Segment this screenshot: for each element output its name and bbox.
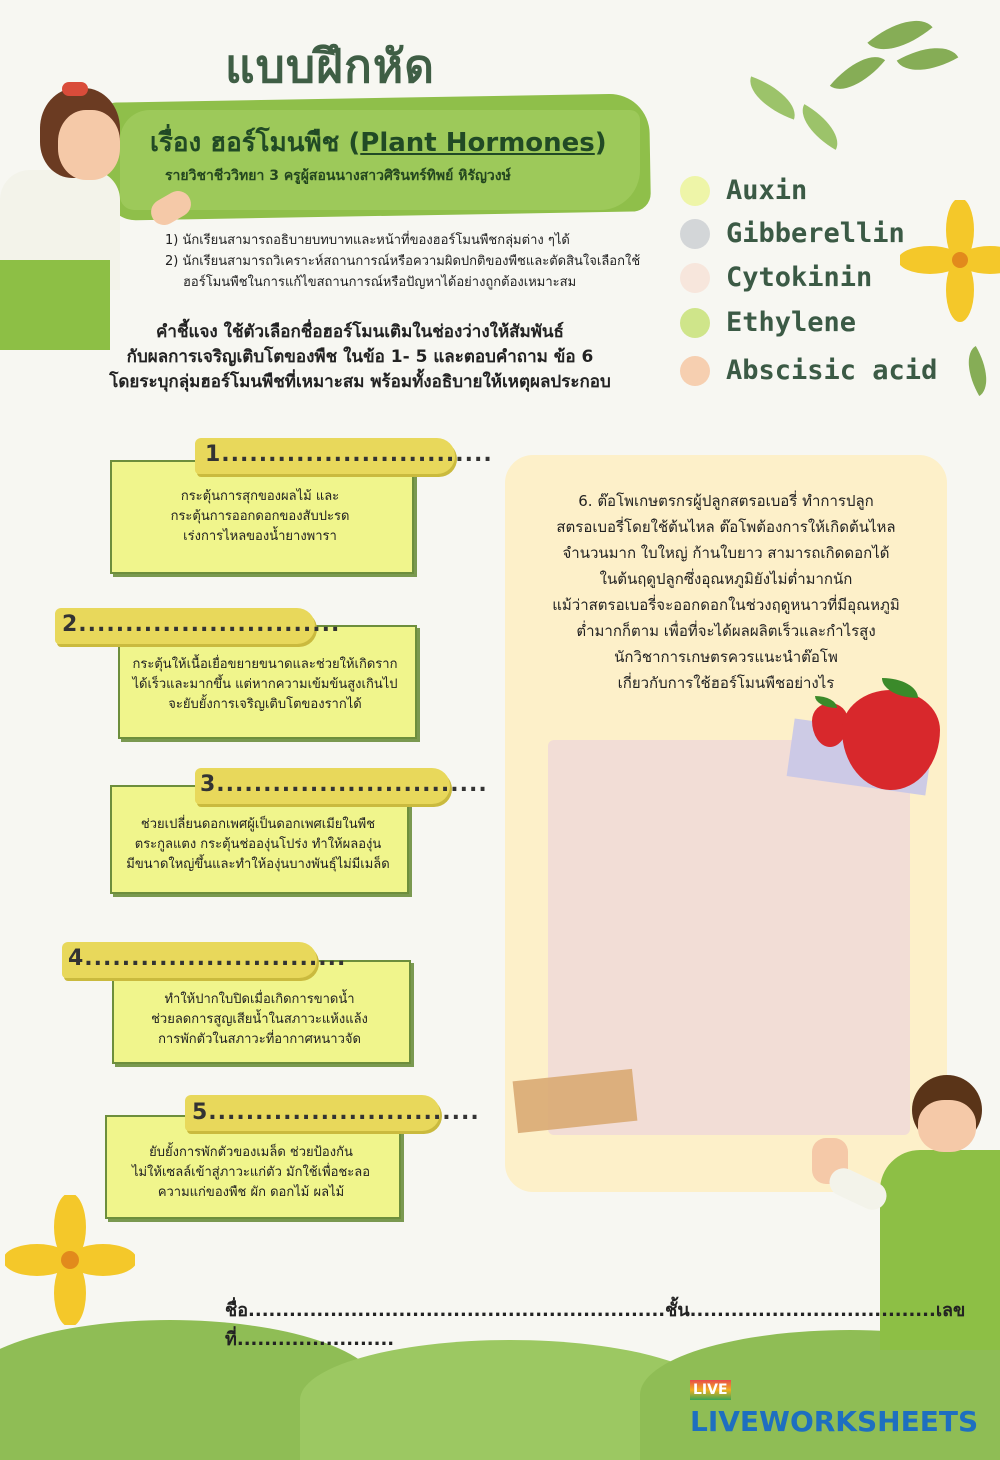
question-line: จำนวนมาก ใบใหญ่ ก้านใบยาว สามารถเกิดดอกได้ (562, 544, 890, 562)
objectives (165, 230, 640, 293)
page-title: แบบฝึกหัด (225, 39, 436, 93)
legend-label: Gibberellin (726, 218, 905, 249)
question-line: แม้ว่าสตรอเบอรี่จะออกดอกในช่วงฤดูหนาวที่มีอุณหภูมิ (552, 596, 900, 614)
legend-item-auxin (680, 175, 807, 206)
question-line: ทำให้ปากใบปิดเมื่อเกิดการขาดน้ำ (164, 992, 355, 1007)
question-line: ช่วยเปลี่ยนดอกเพศผู้เป็นดอกเพศเมียในพืช (140, 817, 376, 832)
question-4-text (112, 990, 407, 1050)
leaf-decoration (792, 104, 847, 150)
subtitle-suffix: ) (594, 128, 607, 158)
question-5-answer-blank[interactable]: 5............................. (192, 1100, 480, 1125)
legend-dot (680, 219, 710, 249)
question-1-answer-blank[interactable]: 1............................. (205, 442, 493, 467)
question-6-text (520, 488, 932, 696)
question-line: ไม่ให้เซลล์เข้าสู่ภาวะแก่ตัว มักใช้เพื่อชะลอ (131, 1165, 371, 1180)
legend-item-abscisic-acid (680, 355, 937, 386)
question-line: สตรอเบอรี่โดยใช้ต้นไหล ต๊อโพต้องการให้เกิดต้นไหล (556, 518, 896, 536)
name-class-number-row[interactable]: ชื่อ.............................................................ชั้น....................................เลขที่....................... (225, 1300, 966, 1350)
question-line: เกี่ยวกับการใช้ฮอร์โมนพืชอย่างไร (617, 674, 835, 692)
legend-label: Ethylene (726, 307, 857, 338)
liveworksheets-logo (690, 1372, 1000, 1438)
teacher-line: รายวิชาชีววิทยา 3 ครูผู้สอนนางสาวศิรินทร์ทิพย์ หิรัญวงษ์ (165, 168, 511, 184)
legend-item-ethylene (680, 307, 856, 338)
legend-dot (680, 176, 710, 206)
question-3-text (112, 815, 404, 875)
question-1-text (120, 487, 400, 547)
subtitle-prefix: เรื่อง ฮอร์โมนพืช ( (150, 128, 361, 158)
question-line: ช่วยลดการสูญเสียน้ำในสภาวะแห้งแล้ง (151, 1012, 368, 1027)
question-line: จะยับยั้งการเจริญเติบโตของรากได้ (168, 697, 362, 712)
subtitle (150, 122, 607, 163)
instruction-line: กับผลการเจริญเติบโตของพืช ในข้อ 1- 5 และตอบคำถาม ข้อ 6 (126, 347, 594, 367)
objective-2-cont: ฮอร์โมนพืชในการแก้ไขสถานการณ์หรือปัญหาได้อย่างถูกต้องเหมาะสม (183, 275, 577, 290)
legend-label: Cytokinin (726, 262, 873, 293)
question-line: ความแก่ของพืช ผัก ดอกไม้ ผลไม้ (157, 1185, 345, 1200)
subtitle-english: Plant Hormones (360, 128, 595, 158)
liveworksheets-badge: LIVE (690, 1380, 731, 1400)
question-line: กระตุ้นการออกดอกของสับปะรด (170, 509, 350, 524)
legend-label: Abscisic acid (726, 355, 938, 386)
question-line: ต่ำมากก็ตาม เพื่อที่จะได้ผลผลิตเร็วและกำไรสูง (576, 622, 876, 640)
leaf-decoration (742, 76, 803, 119)
legend-dot (680, 263, 710, 293)
legend-label: Auxin (726, 175, 808, 206)
legend-dot (680, 308, 710, 338)
question-line: มีขนาดใหญ่ขึ้นและทำให้องุ่นบางพันธุ์ไม่มีเมล็ด (126, 857, 390, 872)
girl-face (58, 110, 120, 180)
legend-item-gibberellin (680, 218, 905, 249)
instruction-line: คำชี้แจง ใช้ตัวเลือกชื่อฮอร์โมนเติมในช่องว่างให้สัมพันธ์ (156, 322, 564, 342)
question-line: กระตุ้นให้เนื้อเยื่อขยายขนาดและช่วยให้เกิดราก (132, 657, 398, 672)
objective-2: 2) นักเรียนสามารถวิเคราะห์สถานการณ์หรือความผิดปกติของพืชและตัดสินใจเลือกใช้ (165, 254, 641, 269)
question-2-answer-blank[interactable]: 2............................ (62, 612, 341, 637)
instruction-line: โดยระบุกลุ่มฮอร์โมนพืชที่เหมาะสม พร้อมทั้งอธิบายให้เหตุผลประกอบ (109, 372, 611, 392)
question-2-text (120, 655, 410, 715)
objective-1: 1) นักเรียนสามารถอธิบายบทบาทและหน้าที่ของฮอร์โมนพืชกลุ่มต่าง ๆได้ (165, 233, 570, 248)
question-line: นักวิชาการเกษตรควรแนะนำต๊อโพ (614, 648, 838, 666)
question-line: การพักตัวในสภาวะที่อากาศหนาวจัด (158, 1032, 361, 1047)
question-line: 6. ต๊อโพเกษตรกรผู้ปลูกสตรอเบอรี่ ทำการปลูก (578, 492, 874, 510)
question-line: กระตุ้นการสุกของผลไม้ และ (180, 489, 340, 504)
leaf-decoration (830, 44, 885, 103)
legend-item-cytokinin (680, 262, 872, 293)
question-line: เร่งการไหลของน้ำยางพารา (183, 529, 337, 544)
girl-bow (62, 82, 88, 96)
question-line: ได้เร็วและมากขึ้น แต่หากความเข้มข้นสูงเกินไป (132, 677, 398, 692)
leaf-decoration (957, 346, 999, 396)
flower-decoration (900, 200, 1000, 330)
boy-face (918, 1100, 976, 1152)
question-5-text (105, 1143, 397, 1203)
brand-text: LIVEWORKSHEETS (690, 1405, 979, 1438)
question-line: ในต้นฤดูปลูกซึ่งอุณหภูมิยังไม่ต่ำมากนัก (599, 570, 853, 588)
question-4-answer-blank[interactable]: 4............................ (68, 946, 347, 971)
question-3-answer-blank[interactable]: 3............................. (200, 772, 488, 797)
question-line: ยับยั้งการพักตัวของเมล็ด ช่วยป้องกัน (149, 1145, 353, 1160)
instructions (40, 320, 680, 395)
question-line: ตระกูลแตง กระตุ้นช่อองุ่นโปร่ง ทำให้ผลองุ่น (134, 837, 382, 852)
legend-dot (680, 356, 710, 386)
